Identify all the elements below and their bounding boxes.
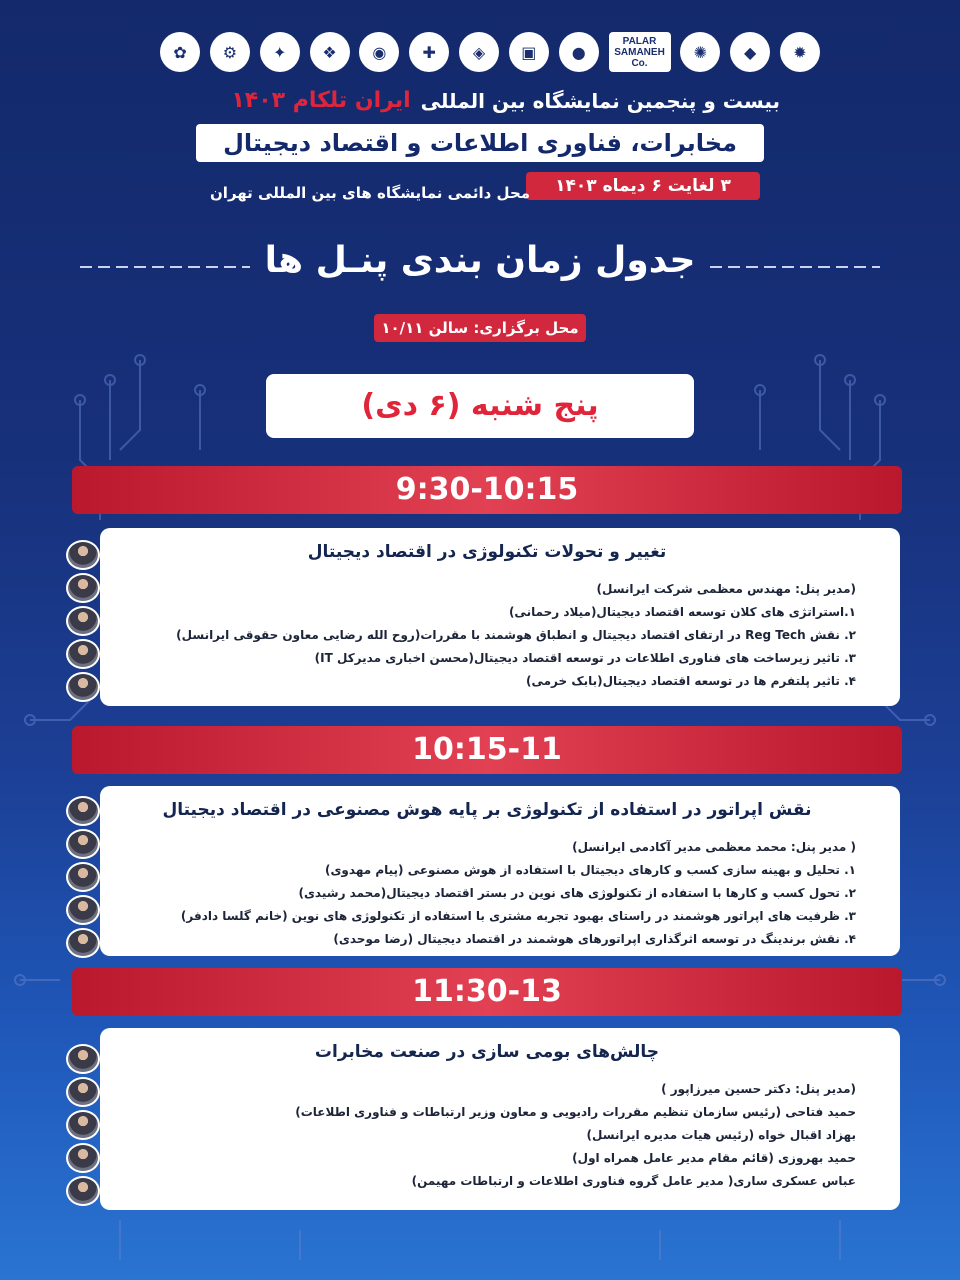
avatar: [66, 862, 100, 892]
panel-item: حمید فتاحی (رئیس سازمان تنظیم مقررات رادیویی و معاون وزیر ارتباطات و فناوری اطلاعات): [295, 1105, 856, 1119]
panel-moderator: (مدیر پنل: دکتر حسین میرزاپور ): [661, 1082, 856, 1096]
panel-card-3: [100, 1028, 900, 1210]
time-slot-3: 11:30-13: [72, 968, 902, 1016]
exhibition-line: [231, 88, 780, 113]
emblem-icon: ◆: [730, 32, 770, 72]
panel-item: ۱.استراتژی های کلان توسعه اقتصاد دیجیتال(میلاد رحمانی): [508, 605, 856, 619]
emblem-icon: ✹: [780, 32, 820, 72]
palar-logo: PALAR SAMANEH Co.: [609, 32, 671, 72]
panel-item: ۴. نقش برندینگ در توسعه اثرگذاری اپراتورهای هوشمند در اقتصاد دیجیتال (رضا موحدی): [333, 932, 856, 946]
panel-item: عباس عسکری ساری( مدیر عامل گروه فناوری اطلاعات و ارتباطات مهیمن): [411, 1174, 856, 1188]
exhibition-brand: ایران تلکام ۱۴۰۳: [231, 88, 411, 113]
avatar: [66, 796, 100, 826]
panel-card-2: [100, 786, 900, 956]
emblem-icon: ✦: [260, 32, 300, 72]
speaker-avatars: [60, 796, 100, 958]
hall-badge: محل برگزاری: سالن ۱۰/۱۱: [374, 314, 586, 342]
panel-moderator: (مدیر پنل: مهندس معظمی شرکت ایرانسل): [596, 582, 856, 596]
sponsor-logos: [160, 22, 820, 82]
speaker-avatars: [60, 1044, 100, 1206]
emblem-icon: ❖: [310, 32, 350, 72]
panel-item: ۲. نقش Reg Tech در ارتقای اقتصاد دیجیتال و انطباق هوشمند با مقررات(روح الله رضایی معاون حقوقی ایرانسل): [176, 628, 856, 642]
avatar: [66, 895, 100, 925]
panel-title: نقش اپراتور در استفاده از تکنولوژی بر پایه هوش مصنوعی در اقتصاد دیجیتال: [162, 800, 812, 820]
emblem-icon: ✚: [409, 32, 449, 72]
emblem-icon: ✺: [680, 32, 720, 72]
exhibition-ordinal: بیست و پنجمین نمایشگاه بین المللی: [420, 88, 780, 113]
panel-card-1: [100, 528, 900, 706]
avatar: [66, 1044, 100, 1074]
emblem-icon: ◉: [359, 32, 399, 72]
day-heading: پنج شنبه (۶ دی): [266, 374, 694, 438]
emblem-icon: ⚙: [210, 32, 250, 72]
date-badge: ۳ لغایت ۶ دیماه ۱۴۰۳: [526, 172, 760, 200]
avatar: [66, 1176, 100, 1206]
panel-item: بهزاد اقبال خواه (رئیس هیات مدیره ایرانسل): [586, 1128, 856, 1142]
panel-item: ۳. ظرفیت های اپراتور هوشمند در راستای بهبود تجربه مشتری با استفاده از تکنولوژی های نوین (خانم گلسا دادفر): [180, 909, 856, 923]
panel-title: چالش‌های بومی سازی در صنعت مخابرات: [314, 1042, 660, 1062]
avatar: [66, 540, 100, 570]
avatar: [66, 639, 100, 669]
emblem-icon: ●: [559, 32, 599, 72]
venue-text: محل دائمی نمایشگاه های بین المللی تهران: [210, 184, 531, 202]
time-slot-2: 10:15-11: [72, 726, 902, 774]
emblem-icon: ◈: [459, 32, 499, 72]
emblem-icon: ✿: [160, 32, 200, 72]
main-title: مخابرات، فناوری اطلاعات و اقتصاد دیجیتال: [196, 124, 764, 162]
panel-item: ۳. تاثیر زیرساخت های فناوری اطلاعات در توسعه اقتصاد دیجیتال(محسن اخباری مدیرکل IT): [314, 651, 856, 665]
emblem-icon: ▣: [509, 32, 549, 72]
avatar: [66, 672, 100, 702]
panel-item: ۴. تاثیر پلتفرم ها در توسعه اقتصاد دیجیتال(بابک خرمی): [525, 674, 856, 688]
avatar: [66, 829, 100, 859]
avatar: [66, 1110, 100, 1140]
speaker-avatars: [60, 540, 100, 702]
panel-item: حمید بهروزی (قائم مقام مدیر عامل همراه اول): [572, 1151, 856, 1165]
panel-item: ۱. تحلیل و بهینه سازی کسب و کارهای دیجیتال با استفاده از هوش مصنوعی (پیام مهدوی): [324, 863, 856, 877]
avatar: [66, 1143, 100, 1173]
avatar: [66, 573, 100, 603]
schedule-title: جدول زمان بندی پنـل ها: [264, 240, 696, 281]
time-slot-1: 9:30-10:15: [72, 466, 902, 514]
panel-title: تغییر و تحولات تکنولوژی در اقتصاد دیجیتال: [307, 542, 667, 562]
divider: [80, 266, 250, 268]
avatar: [66, 928, 100, 958]
avatar: [66, 1077, 100, 1107]
avatar: [66, 606, 100, 636]
panel-item: ۲. تحول کسب و کارها با استفاده از تکنولوژی های نوین در بستر اقتصاد دیجیتال(محمد رشیدی): [298, 886, 856, 900]
panel-moderator: ( مدیر پنل: محمد معظمی مدیر آکادمی ایرانسل): [572, 840, 856, 854]
